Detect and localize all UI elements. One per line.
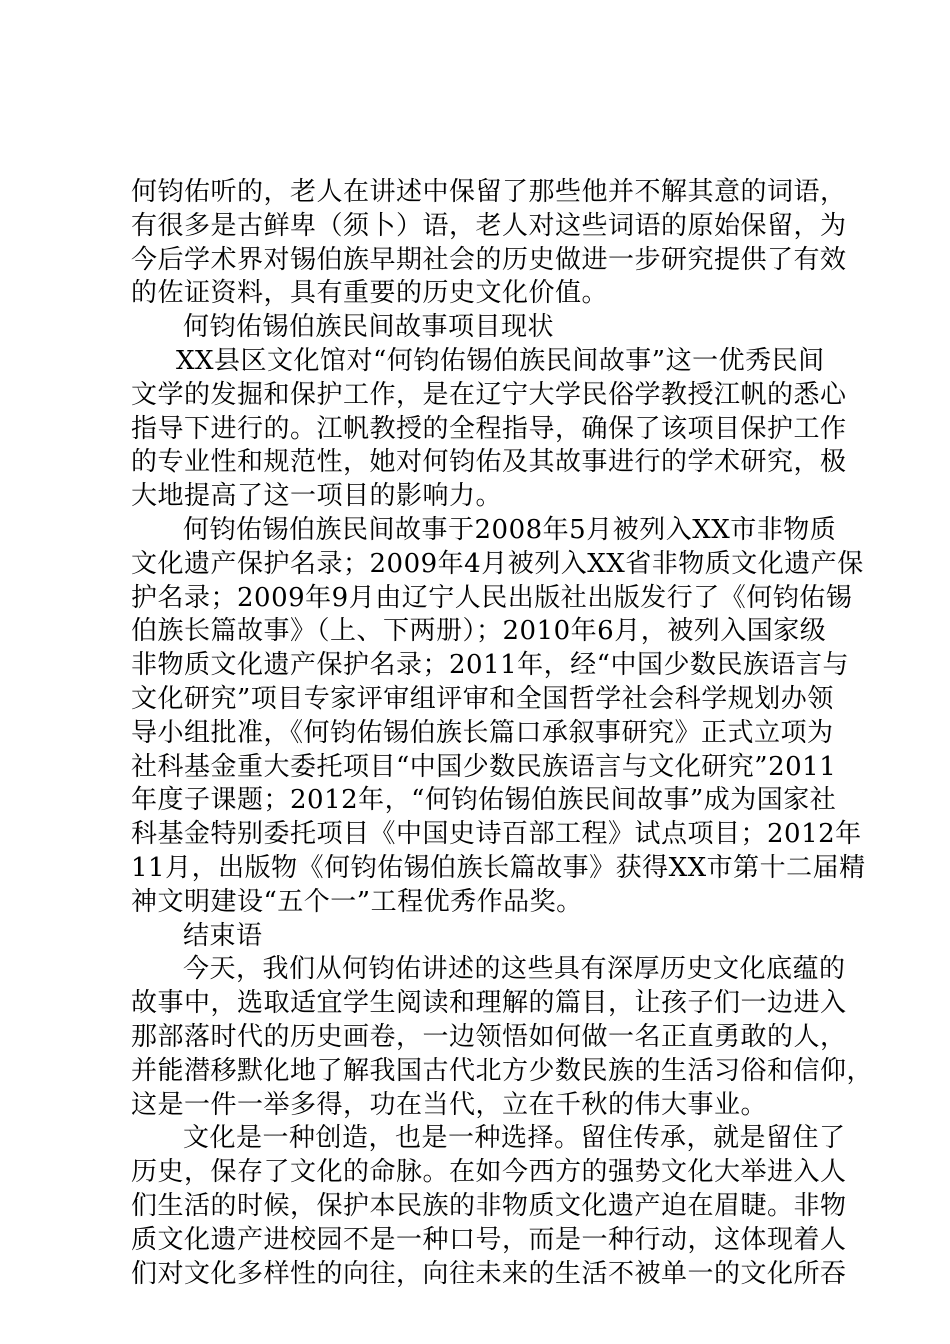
text-line: 们对文化多样性的向往，向往未来的生活不被单一的文化所吞 <box>131 1258 847 1289</box>
text-line: 何钧佑听的，老人在讲述中保留了那些他并不解其意的词语， <box>131 177 847 207</box>
text-line: 并能潜移默化地了解我国古代北方少数民族的生活习俗和信仰， <box>131 1055 874 1086</box>
text-line: 故事中，选取适宜学生阅读和理解的篇目，让孩子们一边进入 <box>131 988 847 1019</box>
text-line: 11月，出版物《何钧佑锡伯族长篇故事》获得XX市第十二届精 <box>131 852 866 883</box>
text-line: 护名录；2009年9月由辽宁人民出版社出版发行了《何钧佑锡 <box>131 582 853 613</box>
text-line: 这是一件一举多得，功在当代，立在千秋的伟大事业。 <box>131 1089 768 1120</box>
text-line: 社科基金重大委托项目“中国少数民族语言与文化研究”2011 <box>131 751 837 782</box>
section-heading-conclusion <box>131 920 831 954</box>
section-heading: 结束语 <box>183 920 263 951</box>
text-line: 文化遗产保护名录；2009年4月被列入XX省非物质文化遗产保 <box>131 548 864 579</box>
text-line: 非物质文化遗产保护名录；2011年，经“中国少数民族语言与 <box>131 650 849 681</box>
text-line: 导小组批准，《何钧佑锡伯族长篇口承叙事研究》正式立项为 <box>131 717 834 748</box>
text-line: 有很多是古鲜卑（须卜）语，老人对这些词语的原始保留，为 <box>131 210 847 241</box>
section-heading-status <box>131 311 831 345</box>
text-line: 文学的发掘和保护工作，是在辽宁大学民俗学教授江帆的悉心 <box>131 379 847 410</box>
text-line: XX县区文化馆对“何钧佑锡伯族民间故事”这一优秀民间 <box>176 345 825 376</box>
text-line: 文化是一种创造，也是一种选择。留住传承，就是留住了 <box>183 1123 846 1154</box>
text-line: 们生活的时候，保护本民族的非物质文化遗产迫在眉睫。非物 <box>131 1190 847 1221</box>
para-conclusion-1 <box>131 953 874 1122</box>
text-line: 文化研究”项目专家评审组评审和全国哲学社会科学规划办领 <box>131 683 834 714</box>
text-line: 大地提高了这一项目的影响力。 <box>131 481 503 512</box>
text-line: 神文明建设“五个一”工程优秀作品奖。 <box>131 886 583 917</box>
para-milestones <box>131 514 866 920</box>
text-line: 年度子课题；2012年，“何钧佑锡伯族民间故事”成为国家社 <box>131 785 837 816</box>
text-line: 指导下进行的。江帆教授的全程指导，确保了该项目保护工作 <box>131 413 847 444</box>
text-line: 的专业性和规范性，她对何钧佑及其故事进行的学术研究，极 <box>131 447 847 478</box>
para-conclusion-2 <box>131 1122 847 1291</box>
text-line: 历史，保存了文化的命脉。在如今西方的强势文化大举进入人 <box>131 1157 847 1188</box>
section-heading: 何钧佑锡伯族民间故事项目现状 <box>183 312 555 343</box>
document-body <box>131 176 874 1291</box>
text-line: 今后学术界对锡伯族早期社会的历史做进一步研究提供了有效 <box>131 244 847 275</box>
text-line: 伯族长篇故事》（上、下两册）；2010年6月，被列入国家级 <box>131 616 827 647</box>
text-line: 今天，我们从何钧佑讲述的这些具有深厚历史文化底蕴的 <box>183 954 846 985</box>
text-line: 科基金特别委托项目《中国史诗百部工程》试点项目；2012年 <box>131 819 862 850</box>
para-protection-work <box>131 345 847 514</box>
text-line: 的佐证资料，具有重要的历史文化价值。 <box>131 278 609 309</box>
para-origin-note <box>131 176 847 311</box>
text-line: 那部落时代的历史画卷，一边领悟如何做一名正直勇敢的人， <box>131 1021 847 1052</box>
text-line: 何钧佑锡伯族民间故事于2008年5月被列入XX市非物质 <box>183 514 837 545</box>
text-line: 质文化遗产进校园不是一种口号，而是一种行动，这体现着人 <box>131 1224 847 1255</box>
